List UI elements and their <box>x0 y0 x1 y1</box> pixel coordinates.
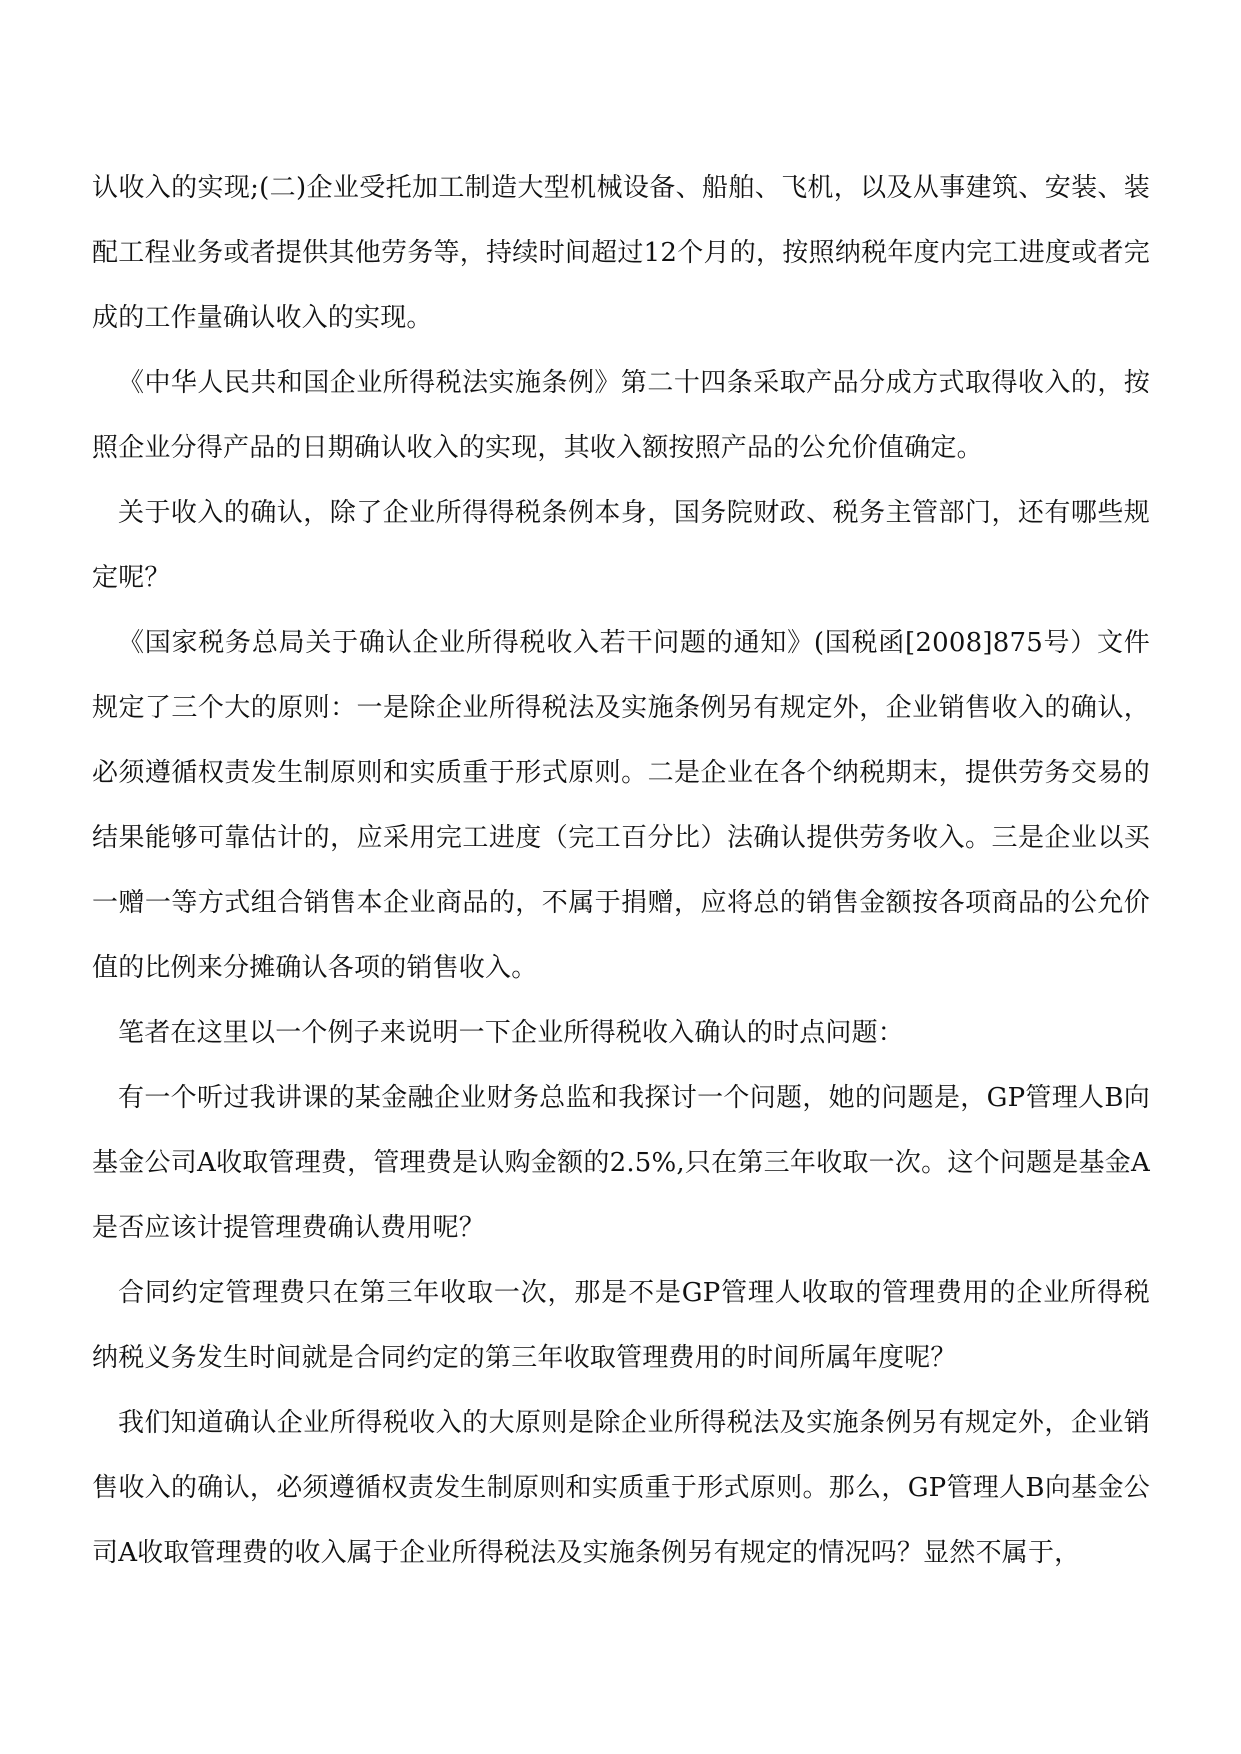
document-page <box>92 156 1150 1586</box>
paragraph-principle-analysis: 我们知道确认企业所得税收入的大原则是除企业所得税法及实施条例另有规定外，企业销售收入的确认，必须遵循权责发生制原则和实质重于形式原则。那么，GP管理人B向基金公司A收取管理费的收入属于企业所得税法及实施条例另有规定的情况吗？显然不属于， <box>92 1408 1150 1568</box>
paragraph-contract-question: 合同约定管理费只在第三年收取一次，那是不是GP管理人收取的管理费用的企业所得税纳税义务发生时间就是合同约定的第三年收取管理费用的时间所属年度呢？ <box>92 1278 1150 1373</box>
paragraph-product-sharing: 《中华人民共和国企业所得税法实施条例》第二十四条采取产品分成方式取得收入的，按照企业分得产品的日期确认收入的实现，其收入额按照产品的公允价值确定。 <box>92 368 1150 463</box>
paragraph-example-intro: 笔者在这里以一个例子来说明一下企业所得税收入确认的时点问题： <box>118 1018 905 1048</box>
paragraph-example-case: 有一个听过我讲课的某金融企业财务总监和我探讨一个问题，她的问题是，GP管理人B向基金公司A收取管理费，管理费是认购金额的2.5%,只在第三年收取一次。这个问题是基金A是否应该计提管理费确认费用呢？ <box>92 1083 1150 1243</box>
paragraph-notice-principles: 《国家税务总局关于确认企业所得税收入若干问题的通知》(国税函[2008]875号）文件规定了三个大的原则：一是除企业所得税法及实施条例另有规定外，企业销售收入的确认，必须遵循权责发生制原则和实质重于形式原则。二是企业在各个纳税期末，提供劳务交易的结果能够可靠估计的，应采用完工进度（完工百分比）法确认提供劳务收入。三是企业以买一赠一等方式组合销售本企业商品的，不属于捐赠，应将总的销售金额按各项商品的公允价值的比例来分摊确认各项的销售收入。 <box>92 628 1150 983</box>
paragraph-question: 关于收入的确认，除了企业所得得税条例本身，国务院财政、税务主管部门，还有哪些规定呢？ <box>92 498 1150 593</box>
paragraph-continued: 认收入的实现;(二)企业受托加工制造大型机械设备、船舶、飞机，以及从事建筑、安装、装配工程业务或者提供其他劳务等，持续时间超过12个月的，按照纳税年度内完工进度或者完成的工作量确认收入的实现。 <box>92 173 1150 333</box>
